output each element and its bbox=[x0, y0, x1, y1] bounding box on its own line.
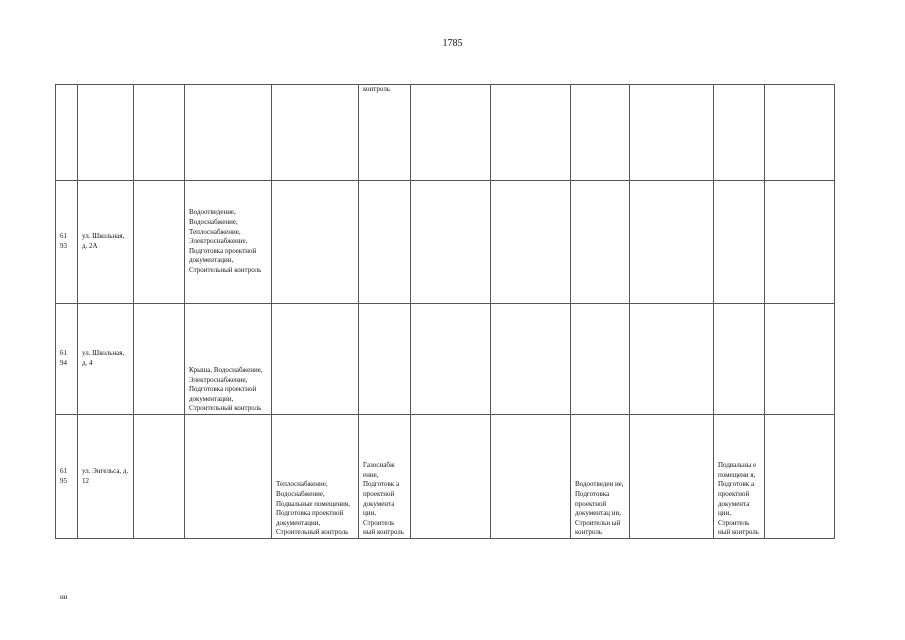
page-number: 1785 bbox=[442, 38, 463, 49]
table-cell bbox=[411, 304, 491, 415]
table-row bbox=[56, 85, 835, 181]
table-cell bbox=[272, 85, 359, 181]
table-cell bbox=[411, 181, 491, 304]
table-cell bbox=[714, 181, 765, 304]
table-cell bbox=[134, 181, 185, 304]
table-cell bbox=[714, 85, 765, 181]
table-cell bbox=[359, 181, 411, 304]
address-cell: ул. Энгельса, д. 12 bbox=[78, 415, 134, 539]
table-cell bbox=[491, 181, 571, 304]
work-types-cell: Крыша, Водоснабжение, Электроснабжение, Подготовка проектной документации, Строительный контроль bbox=[185, 304, 272, 415]
row-number-cell bbox=[56, 85, 78, 181]
table-cell bbox=[272, 304, 359, 415]
table-row bbox=[56, 304, 835, 415]
row-number-cell: 61 94 bbox=[56, 304, 78, 415]
work-types-cell: Газоснабж ение, Подготовк а проектной документа ции, Строитель ный контроль bbox=[359, 415, 411, 539]
table-cell: контроль bbox=[359, 85, 411, 181]
work-types-cell: Водоотведен ие, Подготовка проектной документац ии, Строительн ый контроль bbox=[571, 415, 630, 539]
table-cell bbox=[571, 181, 630, 304]
table-cell bbox=[491, 85, 571, 181]
table-cell bbox=[491, 415, 571, 539]
work-types-cell: Теплоснабжение, Водоснабжение, Подвальные помещения, Подготовка проектной документации, Строительный контроль bbox=[272, 415, 359, 539]
table-cell bbox=[491, 304, 571, 415]
table-cell bbox=[185, 415, 272, 539]
table-cell bbox=[411, 415, 491, 539]
table-cell bbox=[359, 304, 411, 415]
table-cell bbox=[765, 415, 835, 539]
table-row bbox=[56, 181, 835, 304]
table-cell bbox=[630, 304, 714, 415]
table-cell bbox=[185, 85, 272, 181]
table-row bbox=[56, 415, 835, 539]
table-cell bbox=[134, 304, 185, 415]
table-cell bbox=[765, 85, 835, 181]
table-cell bbox=[134, 85, 185, 181]
table-cell bbox=[765, 181, 835, 304]
table-cell bbox=[134, 415, 185, 539]
table-cell bbox=[765, 304, 835, 415]
table-cell bbox=[571, 85, 630, 181]
table-cell bbox=[714, 304, 765, 415]
table-cell bbox=[571, 304, 630, 415]
address-cell bbox=[78, 85, 134, 181]
table-cell bbox=[630, 415, 714, 539]
work-types-cell: Водоотведение, Водоснабжение, Теплоснабжение, Электроснабжение, Подготовка проектной документации, Строительный контроль bbox=[185, 181, 272, 304]
data-table bbox=[55, 84, 835, 539]
table-cell bbox=[630, 181, 714, 304]
address-cell: ул. Школьная, д. 4 bbox=[78, 304, 134, 415]
footer-mark: нн bbox=[60, 593, 68, 601]
work-types-cell: Подвальны е помещени я, Подготовк а проектной документа ции, Строитель ный контроль bbox=[714, 415, 765, 539]
table-cell bbox=[630, 85, 714, 181]
row-number-cell: 61 95 bbox=[56, 415, 78, 539]
row-number-cell: 61 93 bbox=[56, 181, 78, 304]
address-cell: ул. Школьная, д. 2А bbox=[78, 181, 134, 304]
table-cell bbox=[411, 85, 491, 181]
table-cell bbox=[272, 181, 359, 304]
